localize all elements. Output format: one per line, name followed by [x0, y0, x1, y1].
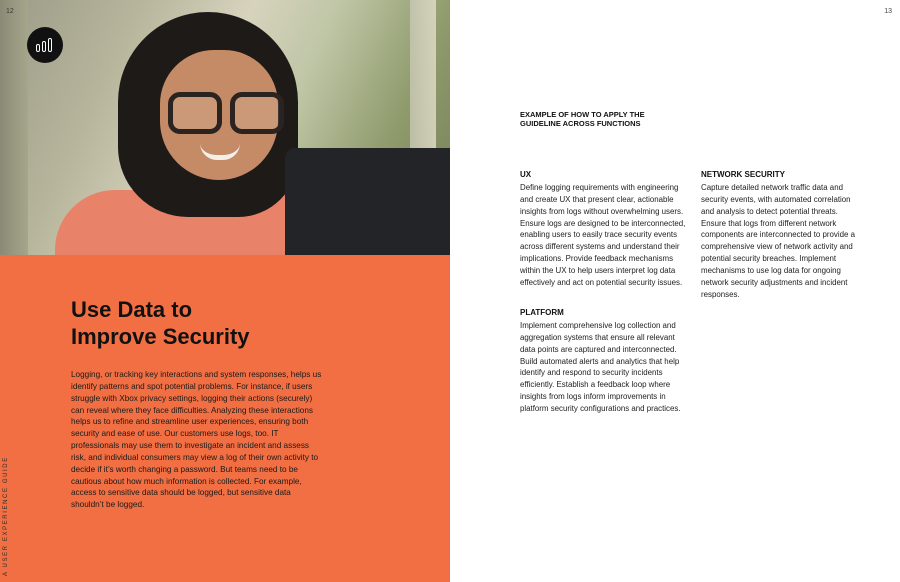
- photo-laptop: [285, 148, 450, 255]
- page-number-left: 12: [6, 8, 14, 15]
- section-platform: [520, 308, 688, 415]
- photo-glasses-right: [230, 92, 284, 134]
- page-title: [71, 296, 371, 350]
- page-title-line: Improve Security: [71, 324, 250, 349]
- logo-bar: [42, 41, 46, 52]
- example-heading: EXAMPLE OF HOW TO APPLY THE GUIDELINE ACROSS FUNCTIONS: [520, 110, 645, 128]
- photo-background-pillar: [0, 0, 28, 255]
- logo-bar: [48, 38, 52, 52]
- section-heading: NETWORK SECURITY: [701, 170, 785, 179]
- intro-paragraph: Logging, or tracking key interactions and system responses, helps us identify patterns and spot potential problems. For instance, if users struggle with Xbox privacy settings, logging their actions (securely) can reveal where they face difficulties. Analyzing these interactions helps us to refine and streamline user experiences, ensuring both security and ease of use. Our customers use logs, too. IT professionals may use them to investigate an incident and assess risk, and individual consumers may view a log of their own activity to decide if it’s worth changing a password. But teams need to be cautious about how much information is collected. For example, access to sensitive data should be logged, but sensitive data shouldn’t be logged.: [71, 370, 322, 510]
- bar-chart-logo-icon: [27, 27, 63, 63]
- hero-photo: [0, 0, 450, 255]
- photo-glasses-left: [168, 92, 222, 134]
- page-number-right: 13: [884, 8, 892, 15]
- section-body: Capture detailed network traffic data and security events, with automated correlation and analysis to detect potential threats. Ensure that logs from different network components are interconnected to provide a comprehensive view of network activity and potential security breaches. Implement mechanisms to use log data for ongoing network security adjustments and incident responses.: [701, 183, 855, 299]
- guide-vertical-label: A USER EXPERIENCE GUIDE: [3, 456, 9, 576]
- logo-bar: [36, 44, 40, 52]
- page-title-line: Use Data to: [71, 297, 193, 322]
- section-network-security: [701, 170, 861, 300]
- section-ux: [520, 170, 688, 289]
- section-body: Define logging requirements with engineering and create UX that present clear, actionable insights from logs without overwhelming users. Ensure logs are designed to be interconnected, enabling users to easily trace security events across different systems and understand their implications. Provide feedback mechanisms within the UX to help users interpret log data effectively and act on potential security issues.: [520, 183, 686, 287]
- section-heading: UX: [520, 170, 532, 179]
- section-body: Implement comprehensive log collection and aggregation systems that ensure all relevant data points are captured and interconnected. Build automated alerts and analytics that help identify and respond to security incidents efficiently. Establish a feedback loop where insights from logs inform improvements in platform security configurations and practices.: [520, 321, 681, 413]
- section-heading: PLATFORM: [520, 308, 564, 317]
